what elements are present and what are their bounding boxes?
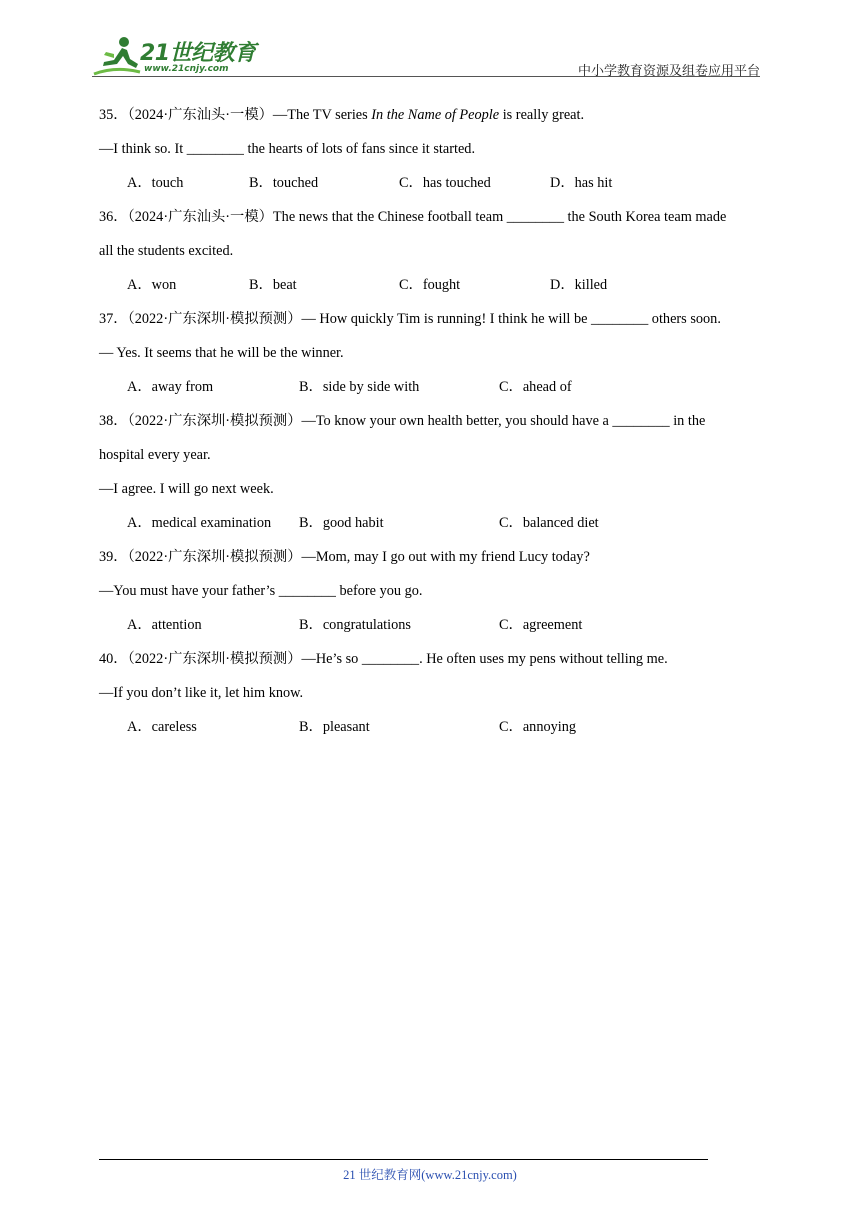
option-b[interactable]: B．pleasant bbox=[299, 719, 370, 735]
option-a[interactable]: A．attention bbox=[127, 617, 202, 633]
question-36 bbox=[99, 206, 764, 308]
runner-logo-icon bbox=[92, 34, 142, 78]
option-row bbox=[99, 614, 764, 648]
dialogue-line: —If you don’t like it, let him know. bbox=[99, 685, 304, 701]
dialogue-line: —I think so. It ________ the hearts of lots of fans since it started. bbox=[99, 141, 476, 157]
logo-url: www.21cnjy.com bbox=[144, 64, 229, 74]
option-row bbox=[99, 274, 764, 308]
option-a[interactable]: A．touch bbox=[127, 175, 184, 191]
footer-link[interactable]: 21 世纪教育网(www.21cnjy.com) bbox=[343, 1168, 517, 1182]
dialogue-line: — Yes. It seems that he will be the winner. bbox=[99, 345, 344, 361]
question-stem-continued: all the students excited. bbox=[99, 243, 234, 259]
footer-divider bbox=[99, 1159, 708, 1160]
question-37 bbox=[99, 308, 764, 410]
question-stem bbox=[99, 104, 764, 138]
option-a[interactable]: A．won bbox=[127, 277, 177, 293]
option-c[interactable]: C．ahead of bbox=[499, 379, 572, 395]
question-35 bbox=[99, 104, 764, 206]
question-stem: 36．（2024·广东汕头·一模）The news that the Chinese football team ________ the South Korea team made bbox=[99, 209, 727, 225]
option-c[interactable]: C．has touched bbox=[399, 175, 491, 191]
option-row bbox=[99, 716, 764, 750]
option-a[interactable]: A．medical examination bbox=[127, 515, 272, 531]
option-c[interactable]: C．annoying bbox=[499, 719, 577, 735]
header-platform-title: 中小学教育资源及组卷应用平台 bbox=[577, 64, 760, 79]
dialogue-line: —You must have your father’s ________ before you go. bbox=[99, 583, 423, 599]
question-stem: 39．（2022·广东深圳·模拟预测）—Mom, may I go out with my friend Lucy today? bbox=[99, 549, 590, 565]
question-stem: 40．（2022·广东深圳·模拟预测）—He’s so ________. He often uses my pens without telling me. bbox=[99, 651, 668, 667]
dialogue-line: —I agree. I will go next week. bbox=[99, 481, 274, 497]
option-d[interactable]: D．killed bbox=[550, 277, 608, 293]
question-stem: 38．（2022·广东深圳·模拟预测）—To know your own health better, you should have a ________ in the bbox=[99, 413, 706, 429]
site-logo[interactable] bbox=[92, 34, 267, 78]
option-a[interactable]: A．careless bbox=[127, 719, 197, 735]
stem-text: 35．（2024·广东汕头·一模）—The TV series bbox=[99, 107, 372, 123]
stem-italic-title: In the Name of People bbox=[371, 107, 500, 123]
option-b[interactable]: B．touched bbox=[249, 175, 319, 191]
question-38 bbox=[99, 410, 764, 546]
logo-text: 21世纪教育 bbox=[140, 41, 256, 66]
stem-text: is really great. bbox=[499, 107, 585, 123]
option-c[interactable]: C．fought bbox=[399, 277, 461, 293]
option-a[interactable]: A．away from bbox=[127, 379, 214, 395]
question-list bbox=[99, 104, 764, 750]
option-c[interactable]: C．agreement bbox=[499, 617, 583, 633]
page-header bbox=[92, 28, 760, 78]
option-b[interactable]: B．congratulations bbox=[299, 617, 411, 633]
option-row bbox=[99, 172, 764, 206]
question-39 bbox=[99, 546, 764, 648]
option-c[interactable]: C．balanced diet bbox=[499, 515, 599, 531]
option-row bbox=[99, 512, 764, 546]
question-stem-continued: hospital every year. bbox=[99, 447, 211, 463]
option-b[interactable]: B．side by side with bbox=[299, 379, 420, 395]
option-b[interactable]: B．beat bbox=[249, 277, 297, 293]
header-divider bbox=[92, 76, 760, 77]
option-row bbox=[99, 376, 764, 410]
option-d[interactable]: D．has hit bbox=[550, 175, 613, 191]
question-stem: 37．（2022·广东深圳·模拟预测）— How quickly Tim is running! I think he will be ________ others soon. bbox=[99, 311, 721, 327]
question-40 bbox=[99, 648, 764, 750]
option-b[interactable]: B．good habit bbox=[299, 515, 384, 531]
